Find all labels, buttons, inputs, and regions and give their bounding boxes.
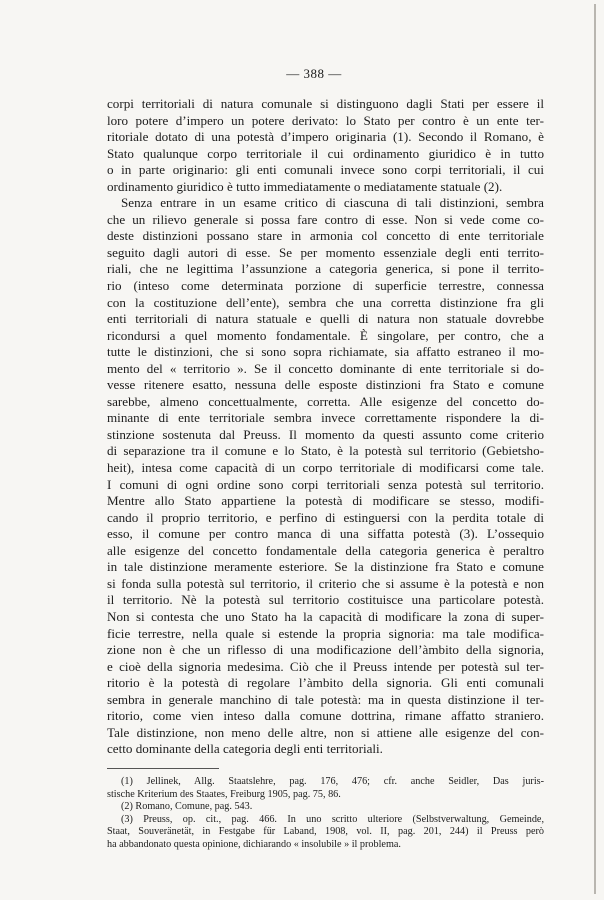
- body-text-line: Mentre allo Stato appartiene la potestà di modificare se stesso, modifi-: [107, 493, 544, 509]
- main-text-block: [107, 96, 544, 758]
- footnote-line: stische Kriterium des Staates, Freiburg 1905, pag. 75, 86.: [107, 788, 341, 800]
- footnote-separator: [107, 768, 219, 769]
- body-text-line: cando il proprio territorio, e perfino di estinguersi con la perdita totale di: [107, 509, 544, 525]
- body-text-line: Senza entrare in un esame critico di ciascuna di tali distinzioni, sembra: [121, 195, 544, 211]
- body-text-line: cetto dominante della categoria degli enti territoriali.: [107, 741, 383, 757]
- footnotes-block: [107, 776, 544, 852]
- body-text-line: si fonda sulla potestà sul territorio, il criterio che si assume è la potestà e non: [107, 575, 544, 591]
- body-text-line: ritoriale dotato di una potestà d’impero originaria (1). Secondo il Romano, è: [107, 129, 544, 145]
- body-text-line: seguito dagli autori di esse. Se per momento essenziale degli enti territo-: [107, 244, 544, 260]
- body-text-line: di separazione tra il comune e lo Stato, è la potestà sul territorio (Gebietsho-: [107, 443, 544, 459]
- body-text-line: in tale distinzione meramente esteriore. Se la distinzione fra Stato e comune: [107, 559, 544, 575]
- body-text-line: heit), intesa come capacità di un corpo territoriale di modificarsi come tale.: [107, 460, 544, 476]
- page-number: — 388 —: [286, 66, 342, 81]
- body-text-line: che un rilievo generale si possa fare contro di esse. Non si vede come co-: [107, 211, 544, 227]
- body-text-line: mento del « territorio ». Se il concetto dominante di ente territoriale si do-: [107, 360, 544, 376]
- body-text-line: zione non è che un riflesso di una modificazione dell’àmbito della signoria,: [107, 642, 544, 658]
- body-text-line: ricondursi a quel momento fondamentale. È singolare, per contro, che a: [107, 327, 544, 343]
- body-text-line: Non si contesta che uno Stato ha la capacità di modificare la zona di super-: [107, 608, 544, 624]
- body-text-line: ordinamento giuridico è tutto immediatamente o mediatamente statuale (2).: [107, 178, 503, 194]
- body-text-line: enti territoriali di natura statuale e quelli di natura non statuale dovrebbe: [107, 311, 544, 327]
- body-text-line: stinzione sostenuta dal Preuss. Il momento da questi assunto come criterio: [107, 426, 544, 442]
- body-text-line: alle esigenze del concetto fondamentale della categoria generica è peraltro: [107, 542, 544, 558]
- footnote-line: ha abbandonato questa opinione, dichiarando « insolubile » il problema.: [107, 838, 401, 850]
- body-text-line: I comuni di ogni ordine sono corpi territoriali senza potestà sul territorio.: [107, 476, 544, 492]
- body-text-line: sembra in generale manchino di tale potestà: ma in questa distinzione il ter-: [107, 691, 544, 707]
- body-text-line: il territorio. Nè la potestà sul territorio costituisce una particolare potestà.: [107, 592, 544, 608]
- body-text-line: ritorio, come vien inteso dalla comune dottrina, rimane affatto straniero.: [107, 708, 544, 724]
- body-text-line: esso, il comune per contro manca di una siffatta potestà (3). L’ossequio: [107, 526, 544, 542]
- body-text-line: sarebbe, almeno concettualmente, corretta. Alle esigenze del concetto do-: [107, 393, 544, 409]
- body-text-line: corpi territoriali di natura comunale si distinguono dagli Stati per essere il: [107, 96, 544, 111]
- body-text-line: tutte le distinzioni, che si sono sopra richiamate, sia affatto estraneo il mo-: [107, 344, 544, 360]
- body-text-line: vesse ritenere esatto, nessuna delle esposte distinzioni fra Stato e comune: [107, 377, 544, 393]
- footnote-line: (3) Preuss, op. cit., pag. 466. In uno scritto ulteriore (Selbstverwaltung, Gemeinde,: [121, 813, 544, 825]
- footnote-line: (2) Romano, Comune, pag. 543.: [121, 801, 253, 813]
- body-text-line: riali, che ne legittima l’assunzione a categoria generica, si pone il territo-: [107, 261, 544, 277]
- body-text-line: e cioè della signoria medesima. Ciò che il Preuss intende per potestà sul ter-: [107, 658, 544, 674]
- body-text-line: deste distinzioni possano stare in armonia col concetto di ente territoriale: [107, 228, 544, 244]
- body-text-line: ficie terrestre, nella quale si estende la propria signoria: ma tale modifica-: [107, 625, 544, 641]
- body-text-line: Stato qualunque corpo territoriale il cui ordinamento giuridico è in tutto: [107, 145, 544, 161]
- footnote-line: (1) Jellinek, Allg. Staatslehre, pag. 176, 476; cfr. anche Seidler, Das juris-: [121, 776, 544, 787]
- body-text-line: con la costituzione dell’ente), sembra che una corretta distinzione fra gli: [107, 294, 544, 310]
- footnote-line: Staat, Souveränetät, in Festgabe für Laband, 1908, vol. II, pag. 201, 244) il Preuss però: [107, 826, 544, 838]
- body-text-line: rio (inteso come determinata porzione di superficie terrestre, connessa: [107, 278, 544, 294]
- body-text-line: loro potere d’impero un potere derivato: lo Stato per contro è un ente ter-: [107, 112, 544, 128]
- body-text-line: o in parte originario: gli enti comunali invece sono corpi territoriali, il cui: [107, 162, 544, 178]
- body-text-line: ritorio è la potestà di regolare l’àmbito della signoria. Gli enti comunali: [107, 675, 544, 691]
- scan-edge-divider: [594, 4, 596, 894]
- body-text-line: minante di ente territoriale sembra invece correttamente rispondere la di-: [107, 410, 544, 426]
- body-text-line: Tale distinzione, non meno delle altre, non si attiene alle esigenze del con-: [107, 724, 544, 740]
